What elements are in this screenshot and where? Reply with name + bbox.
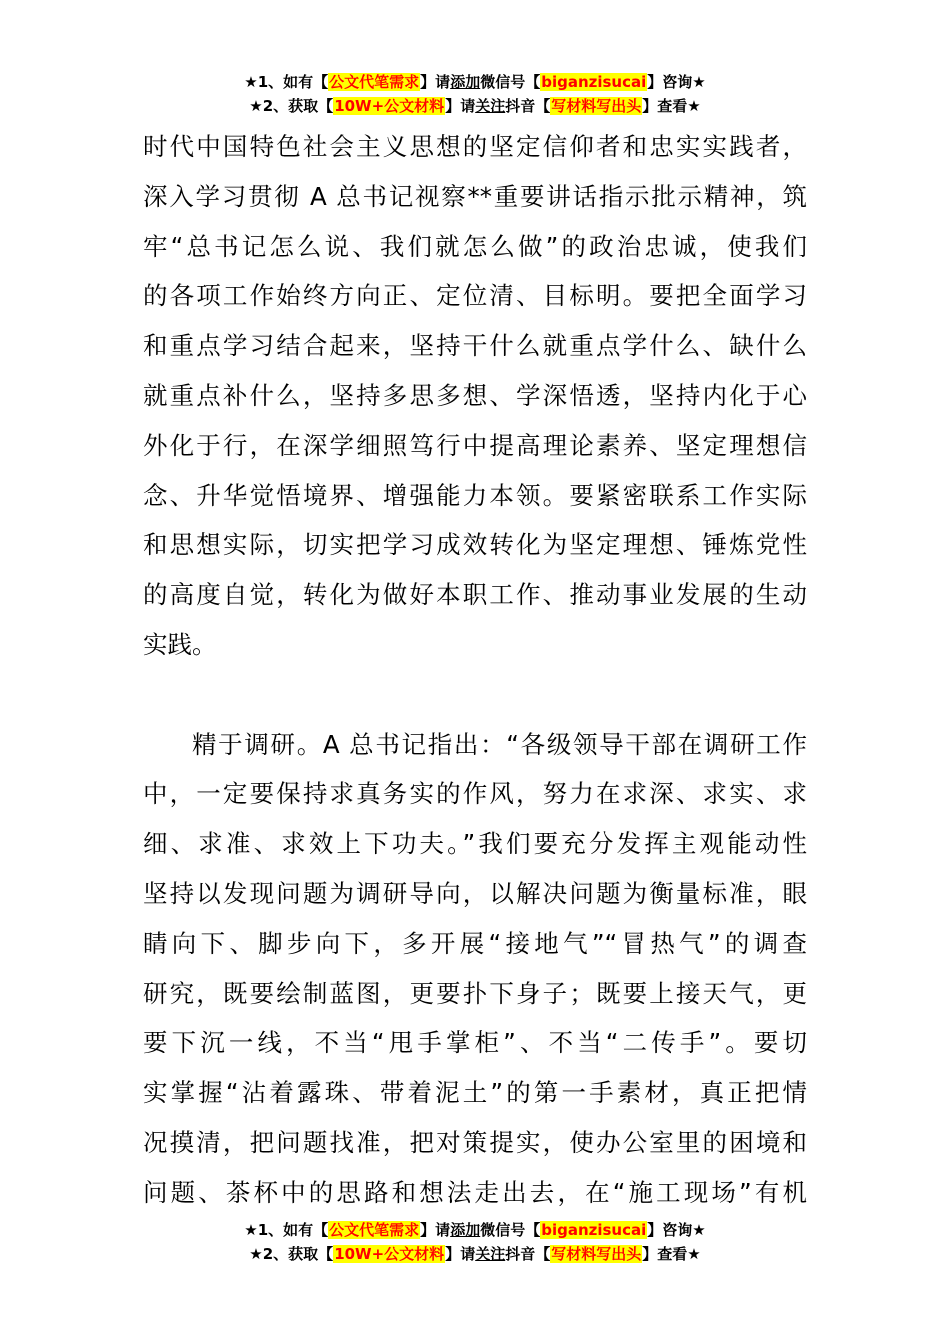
text-line: 要下沉一线，不当“甩手掌柜”、不当“二传手”。要切 [143, 1028, 807, 1058]
document-body [143, 122, 807, 1218]
banner-text: 】查看★ [642, 97, 701, 115]
text-line: 牢“总书记怎么说、我们就怎么做”的政治忠诚，使我们 [143, 231, 807, 261]
banner-underlined-text: 关注 [475, 97, 506, 115]
banner-line-2 [0, 94, 950, 118]
paragraph-2 [143, 720, 807, 1218]
banner-underlined-text: 关注 [475, 1245, 506, 1263]
banner-underlined-text: 添加 [450, 73, 481, 91]
text-line: 的高度自觉，转化为做好本职工作、推动事业发展的生动 [143, 580, 807, 610]
banner-text: ★1、如有【 [244, 73, 329, 91]
banner-text: ★2、获取【 [249, 1245, 334, 1263]
banner-text: 抖音【 [505, 97, 551, 115]
text-line: 问题、茶杯中的思路和想法走出去，在“施工现场”有机 [143, 1177, 807, 1207]
banner-highlight-materials: 10W+公文材料 [334, 97, 445, 115]
text-line: 外化于行，在深学细照笃行中提高理论素养、坚定理想信 [143, 430, 807, 460]
footer-banner [0, 1218, 950, 1266]
text-line: 细、求准、求效上下功夫。”我们要充分发挥主观能动性 [143, 829, 807, 859]
banner-text: 微信号【 [480, 1221, 541, 1239]
text-line: 就重点补什么，坚持多思多想、学深悟透，坚持内化于心 [143, 380, 807, 410]
banner-text: 】咨询★ [647, 1221, 706, 1239]
banner-highlight-wechat-id: biganzisucai [541, 1221, 647, 1239]
text-line: 时代中国特色社会主义思想的坚定信仰者和忠实实践者， [143, 132, 807, 161]
text-line: 睛向下、脚步向下，多开展“接地气”“冒热气”的调查 [143, 928, 807, 958]
text-line: 研究，既要绘制蓝图，更要扑下身子；既要上接天气，更 [143, 978, 807, 1008]
text-line: 深入学习贯彻 A 总书记视察**重要讲话指示批示精神，筑 [143, 181, 807, 211]
banner-underlined-text: 添加 [450, 1221, 481, 1239]
banner-line-1 [0, 70, 950, 94]
banner-text: 】请 [420, 1221, 451, 1239]
banner-highlight-service: 公文代笔需求 [329, 73, 420, 91]
banner-text: 】请 [445, 97, 476, 115]
text-line: 实践。 [143, 629, 217, 659]
text-line: 的各项工作始终方向正、定位清、目标明。要把全面学习 [143, 281, 807, 311]
text-line: 况摸清，把问题找准，把对策提实，使办公室里的困境和 [143, 1127, 807, 1157]
text-line: 中，一定要保持求真务实的作风，努力在求深、求实、求 [143, 779, 807, 809]
banner-text: 抖音【 [505, 1245, 551, 1263]
banner-line-1 [0, 1218, 950, 1242]
banner-text: 】咨询★ [647, 73, 706, 91]
banner-text: ★1、如有【 [244, 1221, 329, 1239]
banner-text: 】请 [445, 1245, 476, 1263]
text-line: 和重点学习结合起来，坚持干什么就重点学什么、缺什么 [143, 331, 807, 361]
text-line: 念、升华觉悟境界、增强能力本领。要紧密联系工作实际 [143, 480, 807, 510]
paragraph-1 [143, 122, 807, 670]
paragraph-spacer [143, 670, 807, 720]
banner-highlight-douyin-account: 写材料写出头 [551, 97, 642, 115]
text-line: 精于调研。A 总书记指出：“各级领导干部在调研工作 [192, 729, 807, 759]
banner-text: 】查看★ [642, 1245, 701, 1263]
banner-text: ★2、获取【 [249, 97, 334, 115]
banner-text: 微信号【 [480, 73, 541, 91]
banner-highlight-service: 公文代笔需求 [329, 1221, 420, 1239]
text-line: 实掌握“沾着露珠、带着泥土”的第一手素材，真正把情 [143, 1078, 807, 1108]
banner-line-2 [0, 1242, 950, 1266]
text-line: 坚持以发现问题为调研导向，以解决问题为衡量标准，眼 [143, 878, 807, 908]
banner-text: 】请 [420, 73, 451, 91]
banner-highlight-douyin-account: 写材料写出头 [551, 1245, 642, 1263]
banner-highlight-wechat-id: biganzisucai [541, 73, 647, 91]
banner-highlight-materials: 10W+公文材料 [334, 1245, 445, 1263]
header-banner [0, 70, 950, 118]
text-line: 和思想实际，切实把学习成效转化为坚定理想、锤炼党性 [143, 530, 807, 560]
